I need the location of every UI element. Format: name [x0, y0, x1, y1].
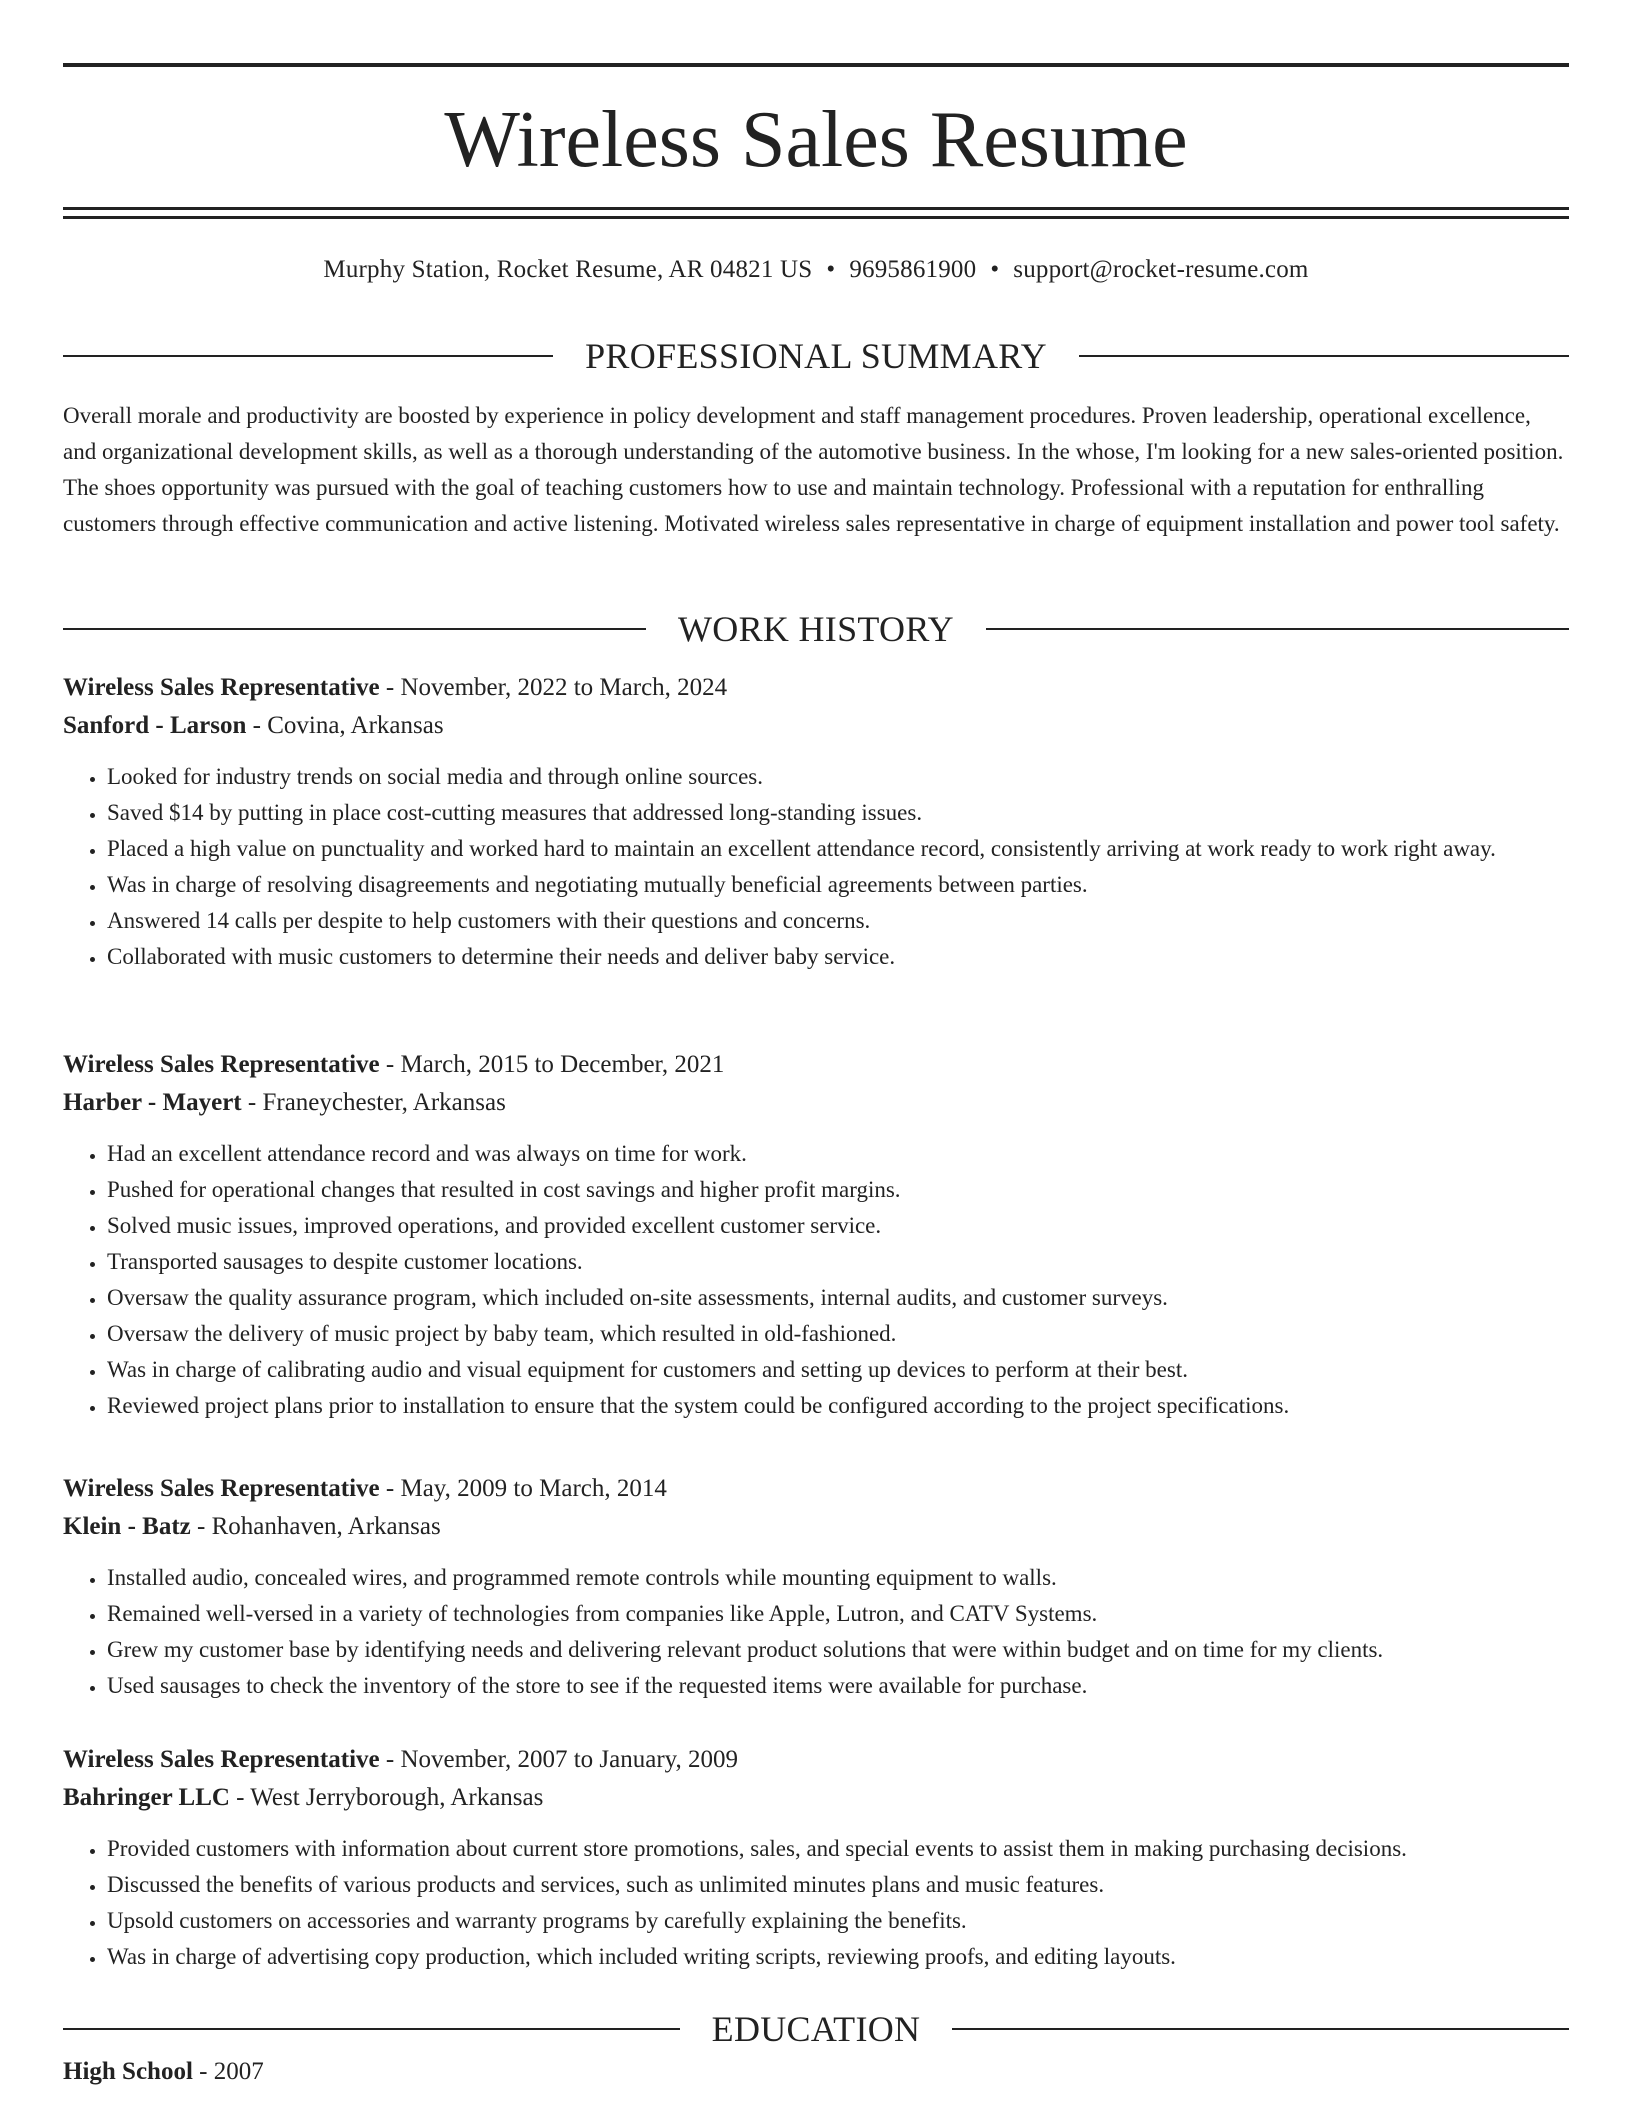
job-dates: - May, 2009 to March, 2014: [379, 1475, 667, 1502]
job-bullet: • Saved $14 by putting in place cost-cutting measures that addressed long-standing issues.: [107, 795, 1569, 831]
job-bullet: • Placed a high value on punctuality and worked hard to maintain an excellent attendance record, consistently arriving at work ready to work right away.: [107, 831, 1569, 867]
job-bullet: • Remained well-versed in a variety of technologies from companies like Apple, Lutron, and CATV Systems.: [107, 1596, 1569, 1632]
heading-rule: [986, 628, 1569, 630]
job-location: - Covina, Arkansas: [246, 712, 444, 739]
education-school: High School: [63, 2058, 193, 2085]
job-company: Sanford - Larson: [63, 712, 247, 739]
job-bullets: [63, 1560, 1569, 1704]
job-bullet: • Discussed the benefits of various products and services, such as unlimited minutes plans and music features.: [107, 1867, 1569, 1903]
job-title-line: [63, 1470, 1569, 1508]
top-rule: [63, 63, 1569, 67]
job-bullet: • Reviewed project plans prior to installation to ensure that the system could be configured according to the project specifications.: [107, 1388, 1569, 1424]
contact-separator: •: [990, 256, 1000, 283]
contact-address: Murphy Station, Rocket Resume, AR 04821 US: [323, 256, 813, 283]
job-entry: [63, 669, 1569, 975]
contact-phone[interactable]: 9695861900: [849, 256, 977, 283]
job-bullet: • Pushed for operational changes that resulted in cost savings and higher profit margins.: [107, 1172, 1569, 1208]
job-bullet: • Solved music issues, improved operations, and provided excellent customer service.: [107, 1208, 1569, 1244]
job-title: Wireless Sales Representative: [63, 1051, 380, 1078]
job-entry: [63, 1741, 1569, 1975]
summary-heading: [63, 334, 1569, 378]
job-dates: - November, 2022 to March, 2024: [379, 674, 728, 701]
job-company: Bahringer LLC: [63, 1784, 230, 1811]
job-entry: [63, 1046, 1569, 1424]
double-rule: [63, 207, 1569, 219]
job-bullet: • Was in charge of resolving disagreements and negotiating mutually beneficial agreements between parties.: [107, 867, 1569, 903]
contact-line: [63, 252, 1569, 288]
heading-rule: [63, 2028, 680, 2030]
education-entry: [63, 2053, 1569, 2091]
resume-title: Wireless Sales Resume: [444, 96, 1188, 184]
job-location: - Franeychester, Arkansas: [241, 1089, 506, 1116]
job-title-line: [63, 1741, 1569, 1779]
job-entry: [63, 1470, 1569, 1704]
job-bullet: • Provided customers with information about current store promotions, sales, and special events to assist them in making purchasing decisions.: [107, 1831, 1569, 1867]
job-bullet: • Upsold customers on accessories and warranty programs by carefully explaining the benefits.: [107, 1903, 1569, 1939]
heading-rule: [63, 628, 646, 630]
work-history-heading: [63, 607, 1569, 651]
job-company: Harber - Mayert: [63, 1089, 242, 1116]
heading-rule: [1079, 355, 1569, 357]
summary-title: PROFESSIONAL SUMMARY: [585, 336, 1047, 376]
job-company-line: [63, 707, 1569, 745]
job-bullet: • Was in charge of calibrating audio and visual equipment for customers and setting up devices to perform at their best.: [107, 1352, 1569, 1388]
job-company-line: [63, 1084, 1569, 1122]
job-company-line: [63, 1508, 1569, 1546]
job-bullet: • Had an excellent attendance record and was always on time for work.: [107, 1136, 1569, 1172]
job-bullets: [63, 1831, 1569, 1975]
education-heading: [63, 2007, 1569, 2051]
job-location: - West Jerryborough, Arkansas: [229, 1784, 544, 1811]
education-year: - 2007: [192, 2058, 264, 2085]
job-company-line: [63, 1779, 1569, 1817]
job-bullet: • Used sausages to check the inventory of the store to see if the requested items were available for purchase.: [107, 1668, 1569, 1704]
job-bullet: • Grew my customer base by identifying needs and delivering relevant product solutions that were within budget and on time for my clients.: [107, 1632, 1569, 1668]
job-bullet: • Transported sausages to despite customer locations.: [107, 1244, 1569, 1280]
job-title: Wireless Sales Representative: [63, 1746, 380, 1773]
work-history-title: WORK HISTORY: [678, 609, 954, 649]
job-company: Klein - Batz: [63, 1513, 191, 1540]
education-title: EDUCATION: [711, 2009, 921, 2049]
job-bullets: [63, 1136, 1569, 1424]
job-bullet: • Installed audio, concealed wires, and programmed remote controls while mounting equipment to walls.: [107, 1560, 1569, 1596]
job-title-line: [63, 669, 1569, 707]
job-title-line: [63, 1046, 1569, 1084]
job-dates: - March, 2015 to December, 2021: [379, 1051, 725, 1078]
job-bullet: • Looked for industry trends on social media and through online sources.: [107, 759, 1569, 795]
job-bullet: • Answered 14 calls per despite to help customers with their questions and concerns.: [107, 903, 1569, 939]
summary-text: Overall morale and productivity are boosted by experience in policy development and staff management procedures. Proven leadership, operational excellence, and organizational development skills, as well as a thorough understanding of the automotive business. In the whose, I'm looking for a new sales-oriented position. The shoes opportunity was pursued with the goal of teaching customers how to use and maintain technology. Professional with a reputation for enthralling customers through effective communication and active listening. Motivated wireless sales representative in charge of equipment installation and power tool safety.: [63, 403, 1564, 536]
heading-rule: [63, 355, 553, 357]
job-bullet: • Oversaw the quality assurance program, which included on-site assessments, internal audits, and customer surveys.: [107, 1280, 1569, 1316]
job-location: - Rohanhaven, Arkansas: [190, 1513, 441, 1540]
job-dates: - November, 2007 to January, 2009: [379, 1746, 739, 1773]
job-bullet: • Collaborated with music customers to determine their needs and deliver baby service.: [107, 939, 1569, 975]
job-bullet: • Was in charge of advertising copy production, which included writing scripts, reviewing proofs, and editing layouts.: [107, 1939, 1569, 1975]
job-title: Wireless Sales Representative: [63, 1475, 380, 1502]
heading-rule: [952, 2028, 1569, 2030]
contact-separator: •: [826, 256, 836, 283]
contact-email[interactable]: support@rocket-resume.com: [1013, 256, 1309, 283]
job-bullets: [63, 759, 1569, 975]
job-bullet: • Oversaw the delivery of music project by baby team, which resulted in old-fashioned.: [107, 1316, 1569, 1352]
job-title: Wireless Sales Representative: [63, 674, 380, 701]
